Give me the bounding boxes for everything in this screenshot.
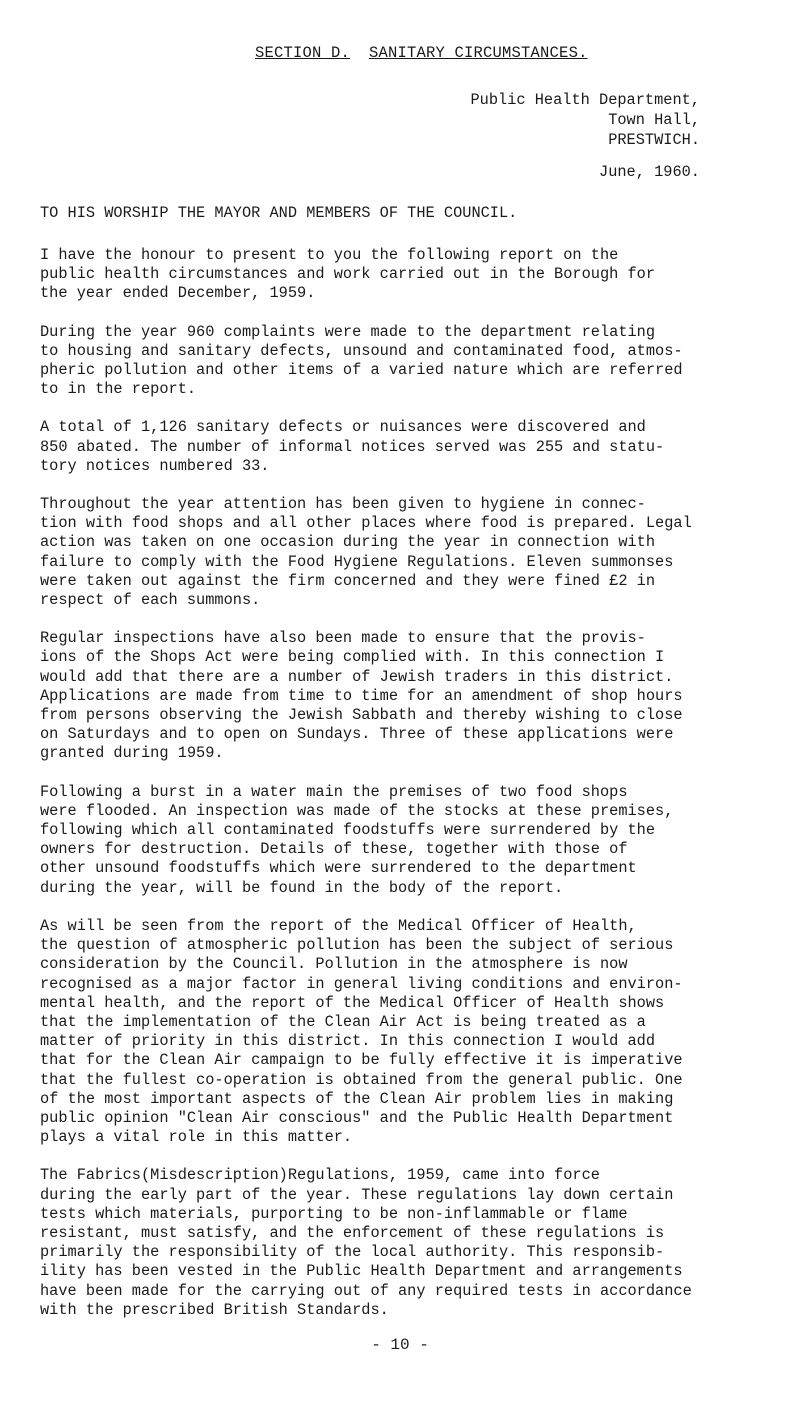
paragraph-intro: I have the honour to present to you the following report on the public health circumstances and work carried out in the Borough for the year ended December, 1959. (40, 246, 656, 303)
address-line-3: PRESTWICH. (608, 131, 700, 149)
sender-address (470, 90, 700, 150)
report-body (40, 246, 758, 1339)
paragraph-food-hygiene: Throughout the year attention has been given to hygiene in connec- tion with food shops and all other places where food is prepared. Legal action was taken on one occasion during the year in connection with failure to comply with the Food Hygiene Regulations. Eleven summonses were taken out against the firm concerned and they were fined £2 in respect of each summons. (40, 495, 692, 610)
paragraph-clean-air: As will be seen from the report of the Medical Officer of Health, the question of atmospheric pollution has been the subject of serious consideration by the Council. Pollution in the atmosphere is now recognised as a major factor in general living conditions and environ- mental health, and the report of the Medical Officer of Health shows that the implementation of the Clean Air Act is being treated as a matter of priority in this district. In this connection I would add that for the Clean Air campaign to be fully effective it is imperative that the fullest co-operation is obtained from the general public. One of the most important aspects of the Clean Air problem lies in making public opinion "Clean Air conscious" and the Public Health Department plays a vital role in this matter. (40, 916, 683, 1147)
paragraph-fabrics: The Fabrics(Misdescription)Regulations, 1959, came into force during the early part of the year. These regulations lay down certain tests which materials, purporting to be non-inflammable or flame resistant, must satisfy, and the enforcement of these regulations is primarily the responsibility of the local authority. This responsib- ility has been vested in the Public Health Department and arrangements have been made for the carrying out of any required tests in accordance with the prescribed British Standards. (40, 1166, 692, 1319)
paragraph-shops-act: Regular inspections have also been made to ensure that the provis- ions of the Shops Act were being complied with. In this connection I would add that there are a number of Jewish traders in this district. Applications are made from time to time for an amendment of shop hours from persons observing the Jewish Sabbath and thereby wishing to close on Saturdays and to open on Sundays. Three of these applications were granted during 1959. (40, 629, 683, 763)
address-line-2: Town Hall, (608, 111, 700, 129)
paragraph-complaints: During the year 960 complaints were made to the department relating to housing and sanitary defects, unsound and contaminated food, atmos- pheric pollution and other items of a varied nature which are referred to in the report. (40, 322, 683, 399)
report-date: June, 1960. (599, 163, 700, 181)
address-line-1: Public Health Department, (470, 91, 700, 109)
paragraph-water-main: Following a burst in a water main the premises of two food shops were flooded. An inspection was made of the stocks at these premises, following which all contaminated foodstuffs were surrendered by the owners for destruction. Details of these, together with those of other unsound foodstuffs which were surrendered to the department during the year, will be found in the body of the report. (40, 782, 674, 897)
salutation: TO HIS WORSHIP THE MAYOR AND MEMBERS OF THE COUNCIL. (40, 204, 518, 222)
paragraph-defects: A total of 1,126 sanitary defects or nuisances were discovered and 850 abated. The number of informal notices served was 255 and statu- tory notices numbered 33. (40, 418, 665, 475)
section-label: SECTION D. (255, 44, 351, 62)
page-number: - 10 - (371, 1336, 429, 1354)
section-heading (255, 44, 588, 62)
section-title: SANITARY CIRCUMSTANCES. (369, 44, 588, 62)
